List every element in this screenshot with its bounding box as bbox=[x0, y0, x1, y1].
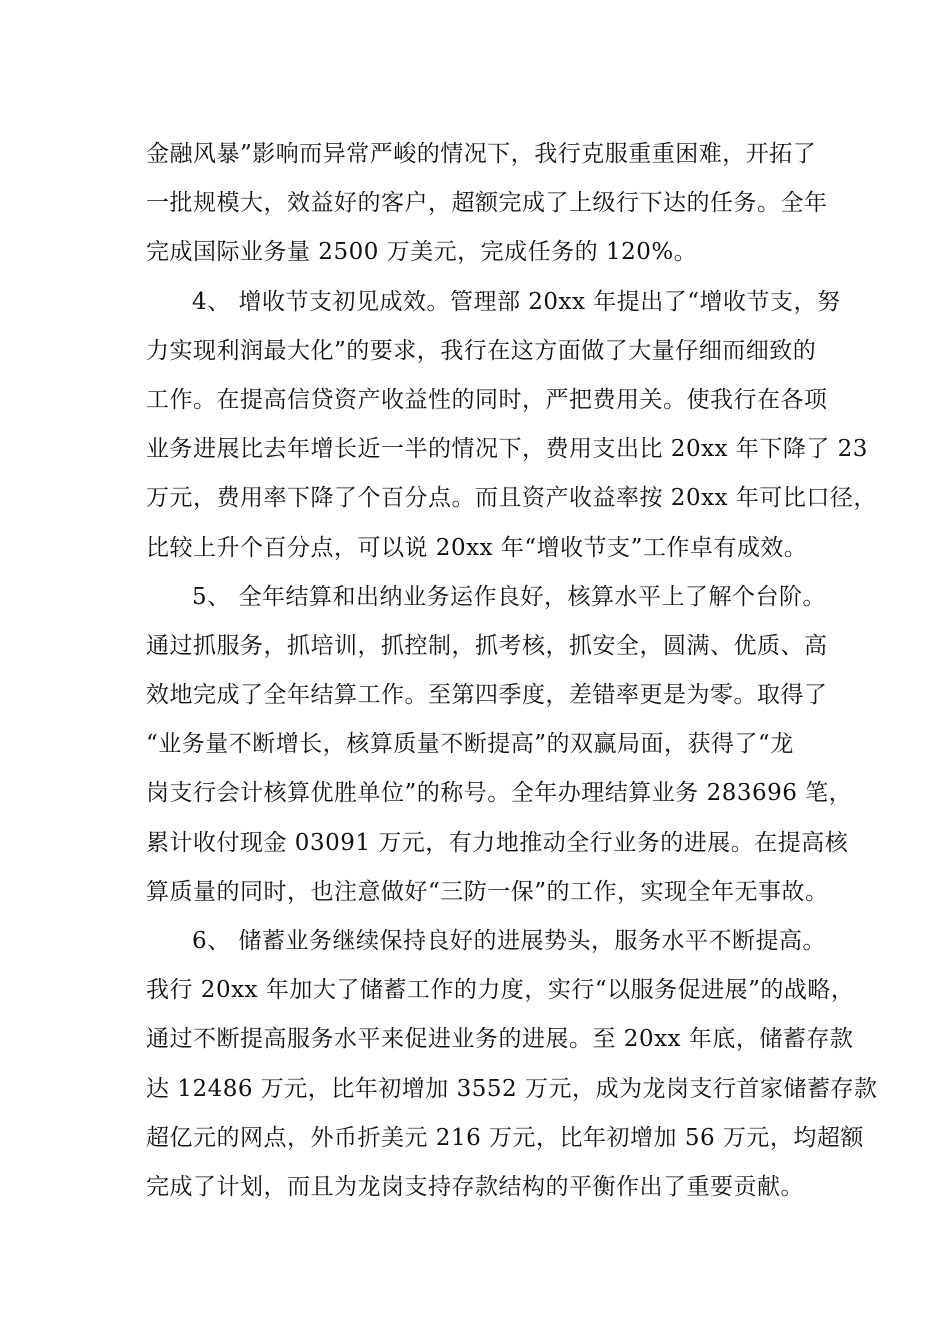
text-line: 达 12486 万元，比年初增加 3552 万元，成为龙岗支行首家储蓄存款 bbox=[146, 1075, 878, 1102]
text-line: 累计收付现金 03091 万元，有力地推动全行业务的进展。在提高核 bbox=[146, 829, 849, 856]
text-line: 通过不断提高服务水平来促进业务的进展。至 20xx 年底，储蓄存款 bbox=[146, 1026, 854, 1053]
text-line: 5、 全年结算和出纳业务运作良好，核算水平上了解个台阶。 bbox=[192, 583, 826, 610]
text-line: 通过抓服务，抓培训，抓控制，抓考核，抓安全，圆满、优质、高 bbox=[146, 632, 828, 659]
text-line: 一批规模大，效益好的客户，超额完成了上级行下达的任务。全年 bbox=[146, 190, 828, 217]
text-line: 超亿元的网点，外币折美元 216 万元，比年初增加 56 万元，均超额 bbox=[146, 1124, 864, 1151]
text-line: 比较上升个百分点，可以说 20xx 年“增收节支”工作卓有成效。 bbox=[146, 534, 808, 561]
text-line: 效地完成了全年结算工作。至第四季度，差错率更是为零。取得了 bbox=[146, 682, 828, 709]
text-line: 万元，费用率下降了个百分点。而且资产收益率按 20xx 年可比口径， bbox=[146, 485, 877, 512]
text-line: 我行 20xx 年加大了储蓄工作的力度，实行“以服务促进展”的战略， bbox=[146, 977, 855, 1004]
document-body bbox=[146, 130, 878, 1212]
text-line: 金融风暴”影响而异常严峻的情况下，我行克服重重困难，开拓了 bbox=[146, 141, 817, 167]
text-line: 力实现利润最大化”的要求，我行在这方面做了大量仔细而细致的 bbox=[146, 337, 817, 364]
text-line: 4、 增收节支初见成效。管理部 20xx 年提出了“增收节支，努 bbox=[192, 288, 841, 315]
text-line: 完成国际业务量 2500 万美元，完成任务的 120%。 bbox=[146, 239, 698, 266]
text-line: 6、 储蓄业务继续保持良好的进展势头，服务水平不断提高。 bbox=[192, 928, 826, 954]
text-line: 工作。在提高信贷资产收益性的同时，严把费用关。使我行在各项 bbox=[146, 386, 828, 413]
text-line: 完成了计划，而且为龙岗支持存款结构的平衡作出了重要贡献。 bbox=[146, 1173, 804, 1200]
text-line: 岗支行会计核算优胜单位”的称号。全年办理结算业务 283696 笔， bbox=[146, 780, 853, 807]
text-line: “业务量不断增长，核算质量不断提高”的双赢局面，获得了“龙 bbox=[146, 731, 794, 758]
text-line: 业务进展比去年增长近一半的情况下，费用支出比 20xx 年下降了 23 bbox=[146, 436, 868, 463]
text-line: 算质量的同时，也注意做好“三防一保”的工作，实现全年无事故。 bbox=[146, 878, 829, 905]
